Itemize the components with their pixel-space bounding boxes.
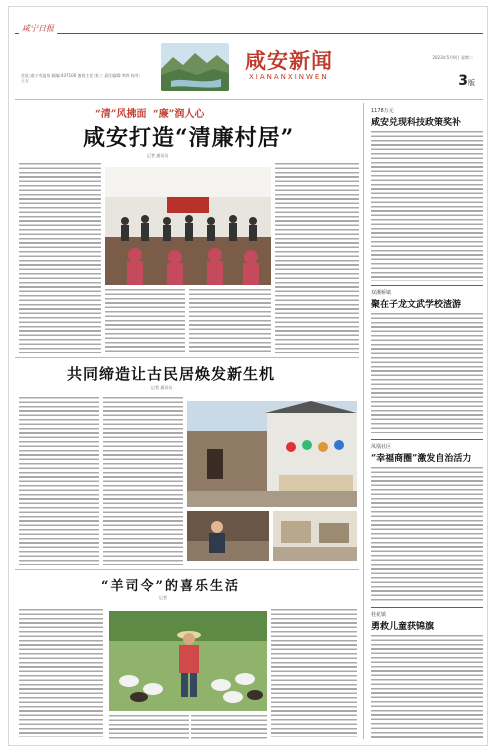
shepherd-goats-image — [109, 611, 267, 711]
meeting-room-image — [105, 167, 271, 285]
rc2-headline: 聚在子龙文武学校渣游 — [371, 300, 462, 310]
newspaper-page — [8, 6, 488, 746]
third-text-column-4 — [271, 609, 357, 737]
masthead-info: 社址:咸宁市温泉 邮编:437100 值班主任:张三 责任编辑:李四 校对:王五 — [21, 73, 141, 83]
rc4-headline: 勇救儿童获锦旗 — [371, 622, 435, 632]
masthead — [9, 7, 489, 103]
rc4-text — [371, 635, 483, 739]
page-number-value: 3 — [458, 73, 468, 89]
lead-byline: 记者 通讯员 — [147, 153, 169, 158]
rc4-kicker: 桂花镇 — [371, 612, 387, 618]
second-text-column-1 — [19, 397, 99, 565]
masthead-landscape-photo — [161, 43, 229, 91]
rc2-divider — [371, 439, 483, 440]
second-text-column-2 — [103, 397, 183, 565]
rc3-text — [371, 467, 483, 603]
masthead-divider — [15, 99, 483, 100]
second-photo-building — [187, 401, 357, 507]
second-photo-room — [273, 511, 357, 561]
lead-kicker — [95, 105, 204, 120]
newspaper-logo: 咸宁日报 — [19, 23, 57, 34]
masthead-rule — [15, 33, 483, 34]
rc3-kicker: 凤凰社区 — [371, 444, 392, 450]
lead-text-column-2 — [105, 289, 185, 353]
second-photo-worker — [187, 511, 269, 561]
third-headline: “羊司令”的喜乐生活 — [101, 579, 240, 594]
lead-text-column-1 — [19, 163, 101, 353]
landscape-image — [161, 43, 229, 91]
lead-divider — [15, 357, 359, 358]
rc2-kicker: 双溪桥镇 — [371, 290, 392, 296]
issue-date: 2023年5月9日 星期二 — [432, 55, 473, 60]
second-divider — [15, 569, 359, 570]
lead-text-column-3 — [189, 289, 271, 353]
lead-headline: 咸安打造“清廉村居” — [83, 125, 295, 151]
page-number — [458, 73, 475, 89]
rc3-headline: “幸福商圈”激发自治活力 — [371, 454, 472, 464]
third-text-column-2 — [109, 715, 189, 739]
lead-kicker-post: “廉”润人心 — [152, 109, 205, 120]
third-text-column-1 — [19, 609, 103, 737]
lead-kicker-pre: “清”风拂面 — [95, 109, 147, 120]
third-photo — [109, 611, 267, 711]
section-subtitle: XIANANXINWEN — [249, 73, 329, 81]
rc1-kicker: 1178万元 — [371, 108, 394, 114]
column-divider — [363, 103, 364, 739]
lead-text-column-4 — [275, 163, 359, 353]
rc1-divider — [371, 285, 483, 286]
rc2-text — [371, 313, 483, 433]
rc3-divider — [371, 607, 483, 608]
rc1-headline: 咸安兑现科技政策奖补 — [371, 118, 462, 128]
second-byline: 记者 通讯员 — [151, 385, 173, 390]
rc1-text — [371, 131, 483, 281]
old-house-image — [187, 401, 357, 507]
third-byline: 记者 — [159, 595, 167, 600]
second-headline: 共同缔造让古民居焕发新生机 — [67, 365, 276, 383]
third-text-column-3 — [191, 715, 267, 739]
room-image — [273, 511, 357, 561]
worker-image — [187, 511, 269, 561]
lead-photo — [105, 167, 271, 285]
page-number-suffix: 版 — [468, 79, 475, 87]
section-title: 咸安新闻 — [245, 48, 333, 73]
